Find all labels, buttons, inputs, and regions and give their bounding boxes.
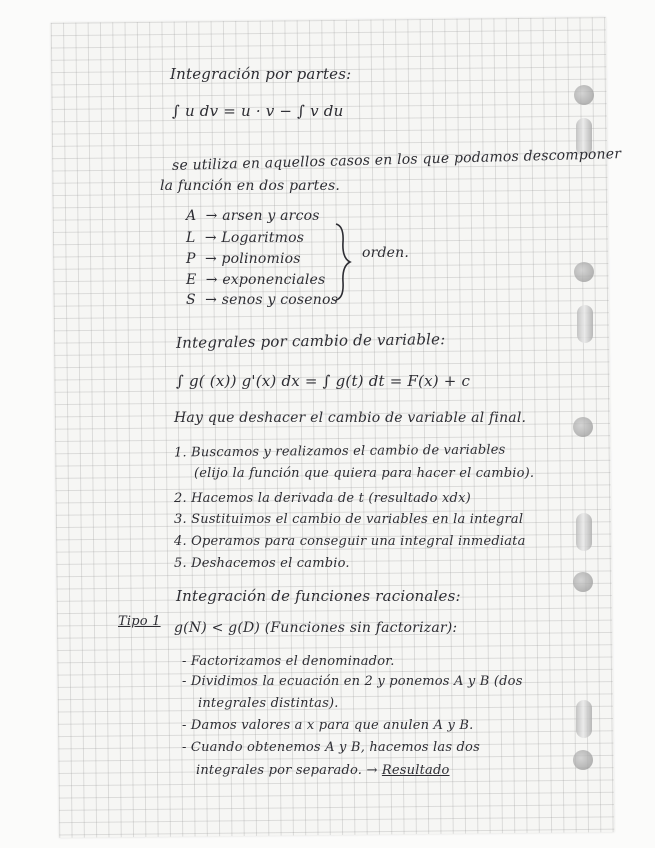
heading-integracion-por-partes: Integración por partes: xyxy=(170,65,352,83)
binder-slot-icon xyxy=(577,305,593,343)
parts-description-line-1: se utiliza en aquellos casos en los que podamos descomponer xyxy=(171,146,622,174)
tipo-condition: g(N) < g(D) (Funciones sin factorizar): xyxy=(174,620,458,636)
alpes-item-l xyxy=(186,230,304,246)
parts-description-line-2: la función en dos partes. xyxy=(160,178,341,194)
rational-step-2-cont: integrales distintas). xyxy=(198,696,339,711)
binder-hole-icon xyxy=(573,417,593,437)
alpes-letter: E xyxy=(186,272,197,288)
rational-step-4: - Cuando obtenemos A y B, hacemos las dos xyxy=(182,740,480,755)
alpes-item-s xyxy=(186,292,338,308)
alpes-item-p xyxy=(186,251,301,267)
step-5: 5. Deshacemos el cambio. xyxy=(174,556,350,571)
alpes-text: → exponenciales xyxy=(205,272,326,288)
rational-step-5-text: integrales por separado. xyxy=(196,763,363,778)
tipo-label: Tipo 1 xyxy=(118,614,161,629)
alpes-item-e xyxy=(186,272,325,288)
binder-slot-icon xyxy=(576,700,592,738)
step-4: 4. Operamos para conseguir una integral inmediata xyxy=(174,534,526,549)
change-formula: ∫ g( (x)) g'(x) dx = ∫ g(t) dt = F(x) + c xyxy=(176,372,471,390)
curly-brace-icon xyxy=(332,222,354,302)
alpes-text: → Logaritmos xyxy=(204,230,305,246)
binder-hole-icon xyxy=(573,750,593,770)
step-3: 3. Sustituimos el cambio de variables en la integral xyxy=(174,512,524,527)
alpes-text: → arsen y arcos xyxy=(205,208,320,224)
rational-step-3: - Damos valores a x para que anulen A y B. xyxy=(182,718,474,733)
alpes-letter: S xyxy=(186,292,196,308)
rational-step-5 xyxy=(196,763,450,778)
step-1-note: (elijo la función que quiera para hacer el cambio). xyxy=(194,466,535,481)
alpes-letter: P xyxy=(186,251,196,267)
step-2: 2. Hacemos la derivada de t (resultado xdx) xyxy=(174,491,471,506)
alpes-letter: L xyxy=(186,230,196,246)
change-note: Hay que deshacer el cambio de variable al final. xyxy=(174,410,527,426)
rational-step-2: - Dividimos la ecuación en 2 y ponemos A y B (dos xyxy=(182,674,523,689)
binder-hole-icon xyxy=(573,572,593,592)
heading-funciones-racionales: Integración de funciones racionales: xyxy=(176,587,461,605)
alpes-text: → polinomios xyxy=(204,251,301,267)
binder-slot-icon xyxy=(576,513,592,551)
rational-step-1: - Factorizamos el denominador. xyxy=(182,654,395,669)
alpes-item-a xyxy=(186,208,320,224)
alpes-text: → senos y cosenos xyxy=(205,292,338,308)
heading-cambio-de-variable: Integrales por cambio de variable: xyxy=(175,330,446,352)
result-arrow-icon: → xyxy=(366,763,378,778)
parts-formula-text: ∫ u dv = u · v − ∫ v du xyxy=(172,102,344,120)
binder-hole-icon xyxy=(574,262,594,282)
result-word: Resultado xyxy=(381,763,450,778)
alpes-letter: A xyxy=(186,208,197,224)
step-1: 1. Buscamos y realizamos el cambio de variables xyxy=(173,442,506,461)
binder-hole-icon xyxy=(574,85,594,105)
order-label: orden. xyxy=(362,245,410,261)
grid-paper-sheet xyxy=(51,17,615,838)
parts-formula xyxy=(172,102,343,120)
